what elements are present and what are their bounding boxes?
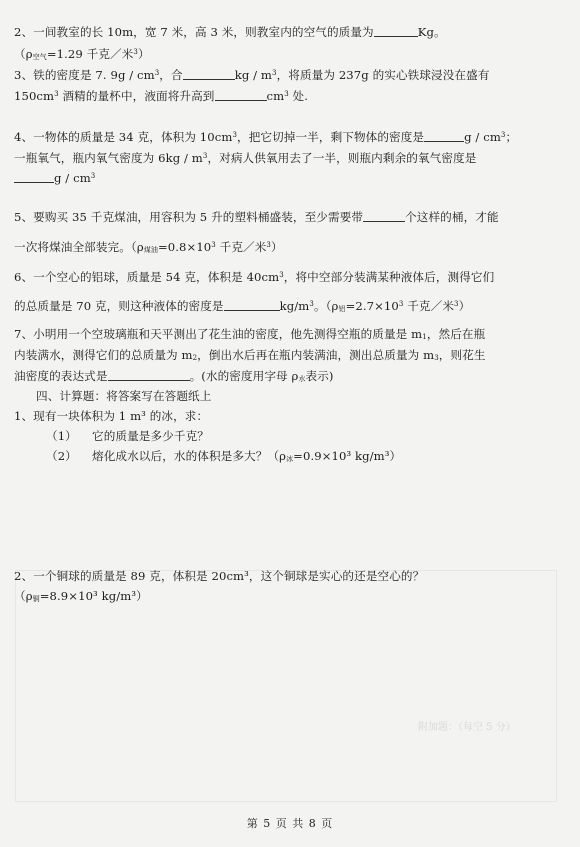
question-7-line-3: 油密度的表达式是 。(水的密度用字母 ρ水表示) [14,369,334,383]
question-4-line-2: 一瓶氧气，瓶内氧气密度为 $6kg / m^3$，对病人供氧用去了一半，则瓶内剩余的氧气密度是 [14,151,477,165]
problem-2-line-2: （ρ铜=8.9×10³ kg/m³） [14,589,148,603]
question-5-line-2: 一次将煤油全部装完。（ρ煤油$=0.8\times 10^3$ 千克／米$^3$） [14,240,283,254]
problem-1-item-1: （1） 它的质量是多少千克？ [46,429,209,443]
bleed-through-text: 附加题：（每空 5 分） [418,722,516,733]
answer-blank[interactable] [183,68,235,80]
answer-blank[interactable] [215,89,267,101]
question-3-line-2: $150cm^3$ 酒精的量杯中，液面将升高到 $cm^3$ 处. [14,89,309,103]
problem-1-line-1: 1、现有一块体积为 1 m³ 的冰，求： [14,409,209,423]
answer-blank[interactable] [374,25,418,37]
section-4-heading: 四、计算题：将答案写在答题纸上 [36,389,212,403]
problem-1-item-2: （2） 熔化成水以后，水的体积是多大？（ρ冰=0.9×10³ kg/m³） [46,449,402,463]
question-2-line-1: 2、一间教室的长 10m，宽 7 米，高 3 米，则教室内的空气的质量为 Kg。 [14,25,446,39]
question-4-line-3: g / $cm^3$ [14,169,95,186]
answer-blank[interactable] [363,210,405,222]
question-7-line-2: 内装满水，测得它们的总质量为 m2，倒出水后再在瓶内装满油，测出总质量为 m3，则花生 [14,348,486,362]
problem-2-line-1: 2、一个铜球的质量是 89 克，体积是 20cm³，这个铜球是实心的还是空心的？ [14,569,425,583]
question-6-line-2: 的总质量是 70 克，则这种液体的密度是 $kg/m^3$。（ρ铝$=2.7\times 10^3$ 千克／米$^3$） [14,299,471,313]
question-2-line-2: （ρ空气=1.29 千克／米$^3$） [14,47,150,61]
answer-blank[interactable] [14,171,54,183]
question-4-line-1: 4、一物体的质量是 34 克，体积为 $10cm^3$，把它切掉一半，剩下物体的密度是 g / $cm^3$； [14,130,518,144]
page-footer: 第 5 页 共 8 页 [246,817,334,830]
question-6-line-1: 6、一个空心的铝球，质量是 54 克，体积是 $40cm^3$，将中空部分装满某种液体后，测得它们 [14,270,495,284]
answer-blank[interactable] [108,369,190,381]
answer-blank[interactable] [224,299,280,311]
answer-blank[interactable] [424,130,464,142]
question-7-line-1: 7、小明用一个空玻璃瓶和天平测出了花生油的密度，他先测得空瓶的质量是 m1，然后在瓶 [14,327,486,341]
question-3-line-1: 3、铁的密度是 7. $9g / cm^3$，合 kg / $m^3$，将质量为 237g 的实心铁球浸没在盛有 [14,68,490,82]
question-5-line-1: 5、要购买 35 千克煤油，用容积为 5 升的塑料桶盛装，至少需要带 个这样的桶，才能 [14,210,499,224]
